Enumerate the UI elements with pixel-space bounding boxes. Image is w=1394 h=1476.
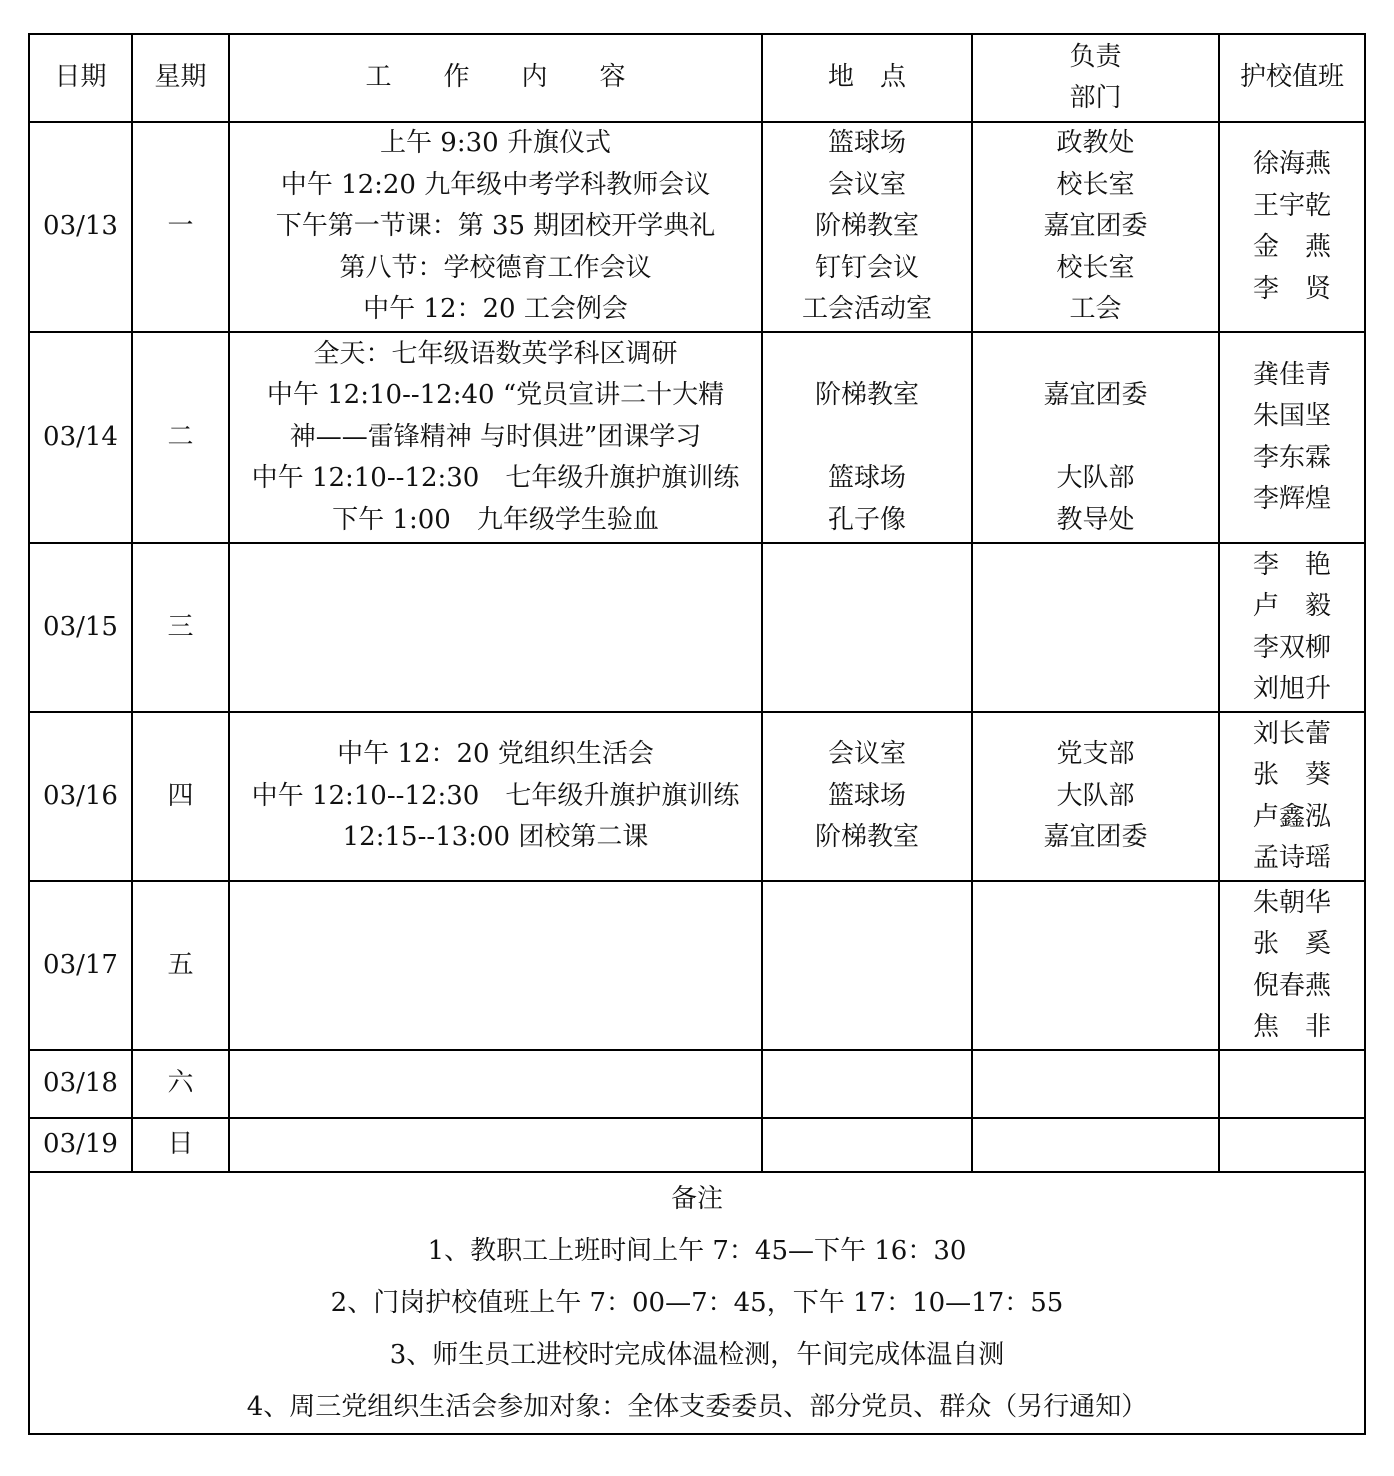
header-duty: 护校值班 — [1219, 34, 1365, 122]
dept-line: 嘉宜团委 — [1043, 822, 1148, 853]
row-content — [229, 122, 762, 332]
row-weekday: 二 — [132, 332, 229, 543]
duty-name: 孟诗瑶 — [1252, 843, 1331, 873]
row-content — [229, 1118, 762, 1172]
row-duty — [1219, 881, 1365, 1050]
header-dept-line2: 部门 — [1069, 83, 1122, 113]
content-line: 12:15--13:00 团校第二课 — [342, 822, 649, 853]
row-weekday: 日 — [132, 1118, 229, 1172]
duty-name: 张 葵 — [1252, 760, 1331, 790]
row-dept — [972, 712, 1219, 881]
duty-name: 朱朝华 — [1252, 887, 1331, 918]
dept-line: 政教处 — [1056, 128, 1135, 159]
notes-row — [29, 1172, 1365, 1434]
row-location — [762, 543, 972, 712]
dept-line: 大队部 — [1056, 780, 1135, 811]
duty-name: 焦 非 — [1252, 1012, 1331, 1042]
location-line: 阶梯教室 — [814, 211, 919, 242]
location-line: 篮球场 — [827, 128, 906, 159]
dept-line: 嘉宜团委 — [1043, 211, 1148, 242]
header-row — [29, 34, 1365, 122]
row-location — [762, 1050, 972, 1118]
content-line: 下午 1:00 九年级学生验血 — [332, 504, 659, 535]
table-row — [29, 122, 1365, 332]
content-line: 中午 12:10--12:30 七年级升旗护旗训练 — [251, 780, 740, 811]
note-item: 1、教职工上班时间上午 7：45—下午 16：30 — [427, 1236, 967, 1266]
table-row — [29, 332, 1365, 543]
duty-name: 金 燕 — [1252, 232, 1331, 262]
row-dept — [972, 332, 1219, 543]
row-duty — [1219, 1118, 1365, 1172]
row-date: 03/15 — [29, 543, 132, 712]
content-line: 中午 12：20 工会例会 — [363, 294, 628, 325]
row-duty — [1219, 543, 1365, 712]
header-dept-line1: 负责 — [1069, 41, 1122, 72]
dept-line: 校长室 — [1056, 169, 1135, 200]
row-date: 03/18 — [29, 1050, 132, 1118]
duty-name: 卢 毅 — [1252, 591, 1331, 621]
dept-line: 校长室 — [1056, 252, 1135, 283]
row-weekday: 六 — [132, 1050, 229, 1118]
content-line: 全天：七年级语数英学科区调研 — [313, 338, 678, 369]
content-line: 中午 12:20 九年级中考学科教师会议 — [280, 169, 711, 200]
row-weekday: 一 — [132, 122, 229, 332]
content-line: 中午 12:10--12:40 “党员宣讲二十大精 — [266, 380, 725, 411]
notes-title: 备注 — [670, 1184, 723, 1214]
content-line: 中午 12：20 党组织生活会 — [337, 739, 654, 770]
row-date: 03/16 — [29, 712, 132, 881]
row-location — [762, 1118, 972, 1172]
header-content: 工 作 内 容 — [229, 34, 762, 122]
row-dept — [972, 122, 1219, 332]
location-line: 阶梯教室 — [814, 822, 919, 853]
location-line: 篮球场 — [827, 780, 906, 811]
row-date: 03/19 — [29, 1118, 132, 1172]
note-item: 2、门岗护校值班上午 7：00—7：45，下午 17：10—17：55 — [330, 1288, 1064, 1318]
row-location — [762, 712, 972, 881]
duty-name: 卢鑫泓 — [1252, 801, 1331, 832]
row-weekday: 四 — [132, 712, 229, 881]
row-dept — [972, 543, 1219, 712]
duty-name: 李 贤 — [1252, 273, 1331, 304]
row-location — [762, 332, 972, 543]
row-location — [762, 122, 972, 332]
duty-name: 倪春燕 — [1252, 970, 1331, 1001]
dept-line: 大队部 — [1056, 463, 1135, 494]
row-weekday: 五 — [132, 881, 229, 1050]
schedule-table — [28, 33, 1366, 1435]
duty-name: 李 艳 — [1252, 549, 1331, 580]
row-date: 03/13 — [29, 122, 132, 332]
content-line: 上午 9:30 升旗仪式 — [380, 128, 611, 159]
row-duty — [1219, 332, 1365, 543]
duty-name: 刘旭升 — [1252, 674, 1331, 704]
duty-name: 李辉煌 — [1252, 484, 1331, 514]
location-line — [763, 334, 971, 376]
header-weekday: 星期 — [132, 34, 229, 122]
table-row — [29, 1118, 1365, 1172]
row-duty — [1219, 122, 1365, 332]
row-duty — [1219, 1050, 1365, 1118]
location-line: 阶梯教室 — [814, 380, 919, 411]
table-row — [29, 712, 1365, 881]
location-line: 会议室 — [827, 739, 906, 770]
header-date: 日期 — [29, 34, 132, 122]
duty-name: 王宇乾 — [1252, 190, 1331, 221]
row-dept — [972, 881, 1219, 1050]
content-line: 下午第一节课：第 35 期团校开学典礼 — [275, 211, 716, 242]
table-row — [29, 881, 1365, 1050]
duty-name: 张 奚 — [1252, 929, 1331, 959]
dept-line — [973, 334, 1218, 376]
row-date: 03/14 — [29, 332, 132, 543]
dept-line: 嘉宜团委 — [1043, 380, 1148, 411]
duty-name: 朱国坚 — [1252, 401, 1331, 431]
content-line: 神——雷锋精神 与时俱进”团课学习 — [289, 421, 702, 452]
row-weekday: 三 — [132, 543, 229, 712]
row-date: 03/17 — [29, 881, 132, 1050]
header-dept — [972, 34, 1219, 122]
row-content — [229, 332, 762, 543]
dept-line: 工会 — [1069, 294, 1122, 325]
dept-line: 教导处 — [1056, 504, 1135, 535]
row-dept — [972, 1118, 1219, 1172]
duty-name: 龚佳青 — [1252, 359, 1331, 390]
row-dept — [972, 1050, 1219, 1118]
duty-name: 刘长蕾 — [1252, 718, 1331, 749]
table-row — [29, 543, 1365, 712]
row-duty — [1219, 712, 1365, 881]
dept-line: 党支部 — [1056, 739, 1135, 770]
note-item: 4、周三党组织生活会参加对象：全体支委委员、部分党员、群众（另行通知） — [246, 1392, 1148, 1422]
header-location: 地 点 — [762, 34, 972, 122]
duty-name: 李东霖 — [1252, 442, 1331, 473]
content-line: 中午 12:10--12:30 七年级升旗护旗训练 — [251, 463, 740, 494]
row-content — [229, 881, 762, 1050]
location-line: 钉钉会议 — [814, 252, 919, 283]
location-line: 会议室 — [827, 169, 906, 200]
note-item: 3、师生员工进校时完成体温检测，午间完成体温自测 — [389, 1340, 1005, 1370]
notes-section — [29, 1172, 1365, 1434]
duty-name: 徐海燕 — [1252, 149, 1331, 179]
location-line: 工会活动室 — [801, 294, 932, 325]
dept-line — [973, 417, 1218, 459]
row-content — [229, 1050, 762, 1118]
location-line: 篮球场 — [827, 463, 906, 494]
row-content — [229, 543, 762, 712]
location-line: 孔子像 — [827, 504, 906, 535]
duty-name: 李双柳 — [1252, 632, 1331, 663]
row-content — [229, 712, 762, 881]
content-line: 第八节：学校德育工作会议 — [339, 252, 652, 283]
location-line — [763, 417, 971, 459]
row-location — [762, 881, 972, 1050]
table-row — [29, 1050, 1365, 1118]
